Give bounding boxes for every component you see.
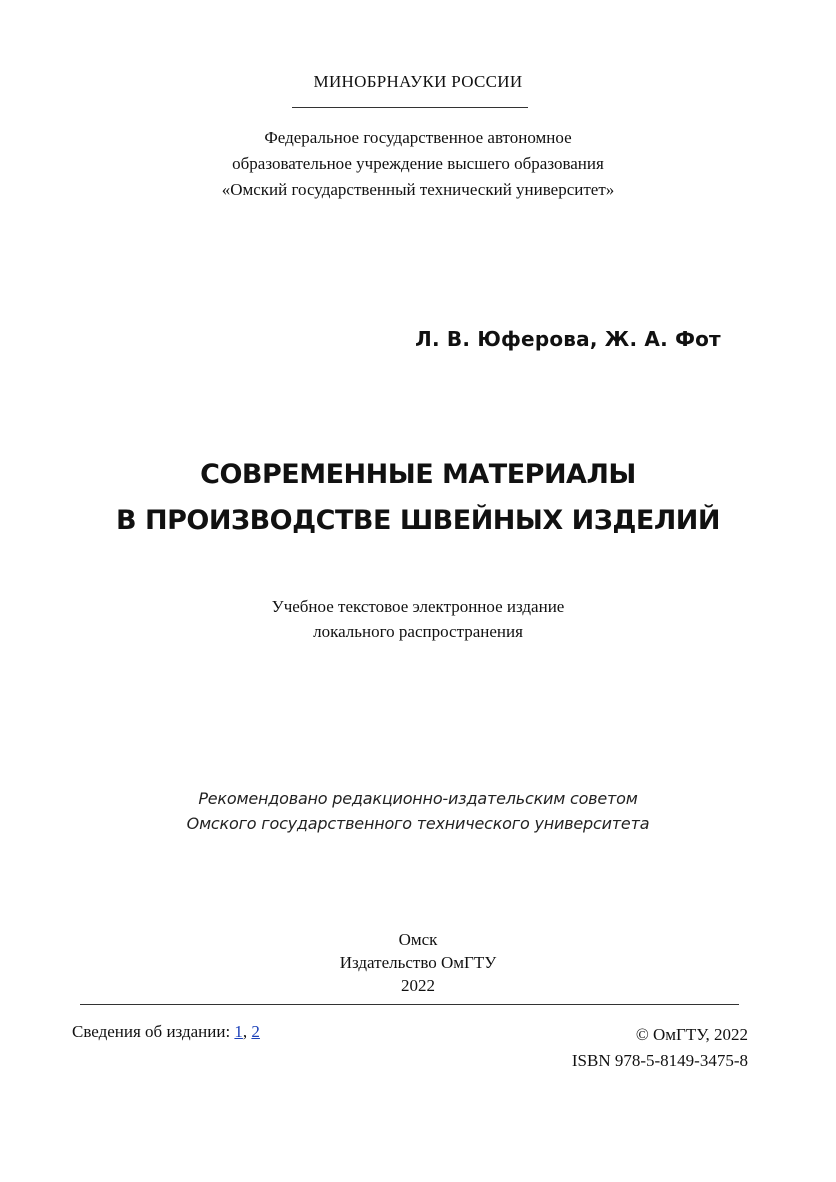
ministry-name: МИНОБРНАУКИ РОССИИ: [313, 72, 523, 91]
recommendation-line-1: Рекомендовано редакционно-издательским советом: [198, 789, 638, 808]
ministry-divider: [292, 107, 528, 108]
book-title-line-2: В ПРОИЗВОДСТВЕ ШВЕЙНЫХ ИЗДЕЛИЙ: [116, 505, 720, 536]
edition-details-link-1[interactable]: 1: [234, 1022, 243, 1041]
edition-details: [72, 1022, 260, 1042]
university-line-2: образовательное учреждение высшего образования: [232, 154, 604, 173]
edition-line-2: локального распространения: [313, 622, 523, 641]
footer-divider: [80, 1004, 739, 1005]
imprint-city: Омск: [398, 930, 438, 949]
edition-details-label: Сведения об издании:: [72, 1022, 235, 1041]
edition-line-1: Учебное текстовое электронное издание: [271, 597, 565, 616]
university-line-1: Федеральное государственное автономное: [264, 128, 572, 147]
book-title: [0, 452, 836, 544]
authors: Л. В. Юферова, Ж. А. Фот: [415, 327, 721, 351]
rights-block: [572, 1022, 748, 1074]
isbn: ISBN 978-5-8149-3475-8: [571, 1051, 748, 1070]
edition-details-separator: ,: [242, 1022, 252, 1041]
university-line-3: «Омский государственный технический университет»: [221, 180, 615, 199]
recommendation-line-2: Омского государственного технического университета: [186, 814, 650, 833]
edition-type: [0, 594, 836, 644]
university-block: [0, 125, 836, 203]
copyright: © ОмГТУ, 2022: [635, 1025, 748, 1044]
edition-details-link-2[interactable]: 2: [251, 1022, 260, 1041]
recommendation-note: [0, 786, 836, 836]
book-title-line-1: СОВРЕМЕННЫЕ МАТЕРИАЛЫ: [200, 459, 636, 490]
imprint: [0, 928, 836, 997]
imprint-year: 2022: [401, 976, 435, 995]
imprint-publisher: Издательство ОмГТУ: [339, 953, 497, 972]
